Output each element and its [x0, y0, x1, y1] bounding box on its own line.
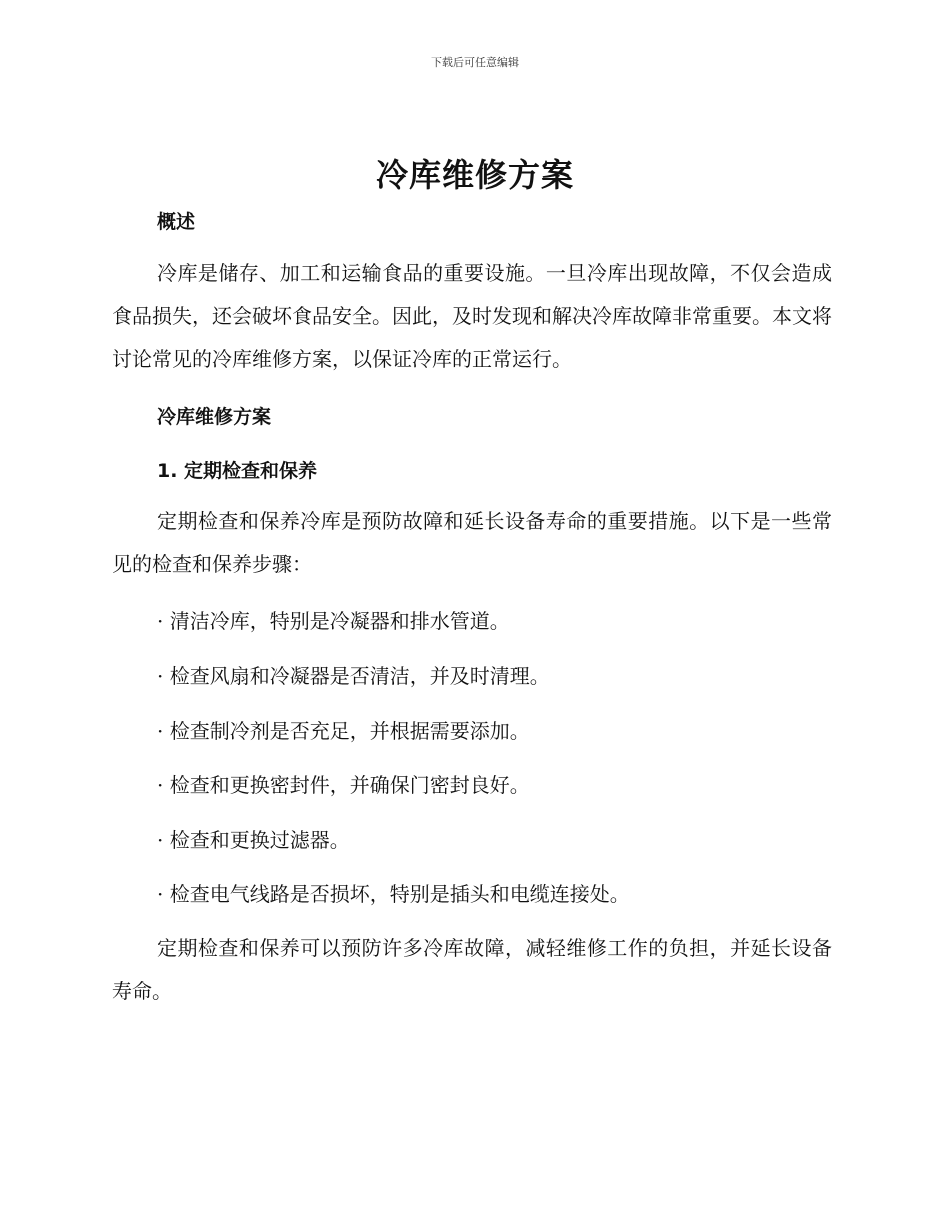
- document-title: 冷库维修方案: [375, 156, 574, 194]
- plan-heading: 冷库维修方案: [157, 406, 272, 428]
- list-item: · 检查制冷剂是否充足，并根据需要添加。: [157, 719, 530, 743]
- list-item: · 检查和更换密封件，并确保门密封良好。: [157, 773, 530, 797]
- section-1-conclusion: 定期检查和保养可以预防许多冷库故障，减轻维修工作的负担，并延长设备寿命。: [112, 936, 832, 1003]
- list-item: · 检查电气线路是否损坏，特别是插头和电缆连接处。: [157, 882, 630, 906]
- overview-paragraph: 冷库是储存、加工和运输食品的重要设施。一旦冷库出现故障，不仅会造成食品损失，还会破坏食品安全。因此，及时发现和解决冷库故障非常重要。本文将讨论常见的冷库维修方案，以保证冷库的正常运行。: [112, 261, 832, 371]
- list-item: · 检查风扇和冷凝器是否清洁，并及时清理。: [157, 664, 550, 688]
- list-item: · 检查和更换过滤器。: [157, 828, 350, 852]
- list-item: · 清洁冷库，特别是冷凝器和排水管道。: [157, 609, 510, 633]
- overview-heading: 概述: [157, 211, 196, 233]
- header-note: 下载后可任意编辑: [431, 56, 519, 69]
- section-1-intro: 定期检查和保养冷库是预防故障和延长设备寿命的重要措施。以下是一些常见的检查和保养步骤：: [112, 509, 832, 576]
- section-1-heading: 1. 定期检查和保养: [157, 460, 318, 482]
